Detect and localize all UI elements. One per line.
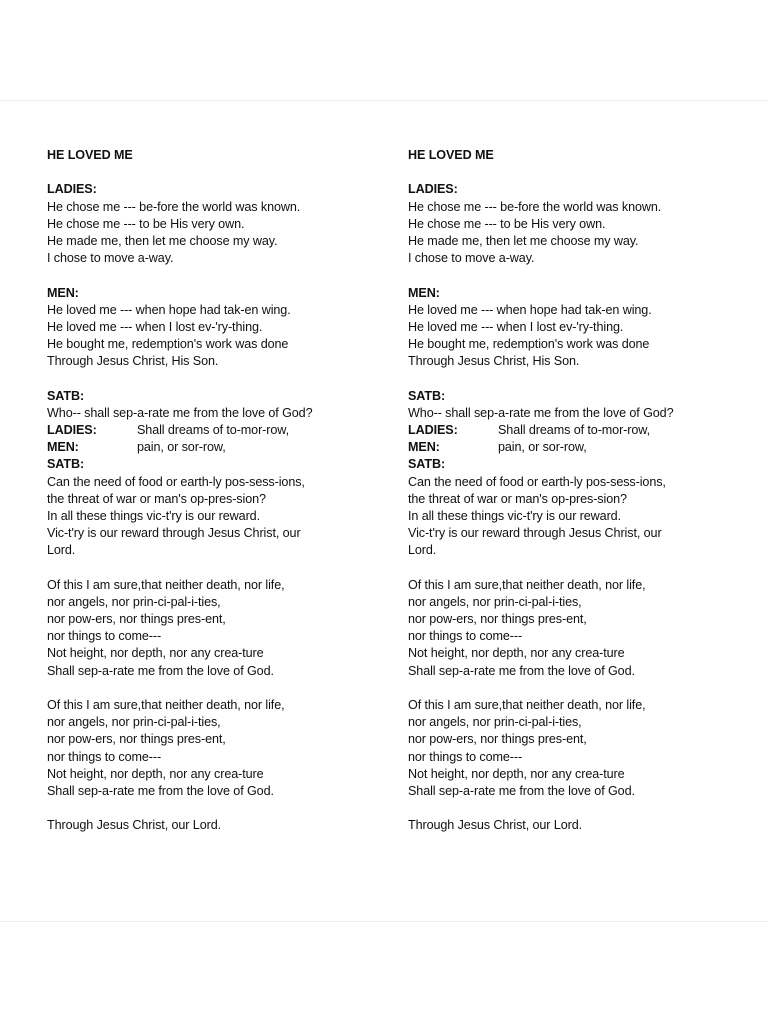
lyric-line: Shall sep-a-rate me from the love of God. [47, 783, 274, 798]
lyric-line: He loved me --- when I lost ev-'ry-thing. [47, 319, 263, 334]
lyric-line: He loved me --- when I lost ev-'ry-thing. [408, 319, 624, 334]
lyric-stanza [408, 388, 748, 560]
voice-part-heading: MEN: [408, 285, 440, 300]
lyric-line: nor angels, nor prin-ci-pal-i-ties, [408, 715, 582, 730]
song-title: HE LOVED ME [408, 148, 494, 162]
voice-part-heading: LADIES: [408, 182, 458, 197]
lyric-line: nor things to come--- [408, 629, 523, 644]
cued-lyric-line [47, 439, 387, 456]
lyric-line: Not height, nor depth, nor any crea-ture [47, 766, 264, 781]
lyric-line: Who-- shall sep-a-rate me from the love of God? [408, 405, 674, 420]
lyric-line: nor things to come--- [47, 629, 162, 644]
lyric-line: In all these things vic-t'ry is our reward. [47, 508, 260, 523]
lyric-line: Vic-t'ry is our reward through Jesus Christ, our [408, 526, 662, 541]
voice-part-heading: SATB: [47, 388, 85, 403]
lyric-line: Through Jesus Christ, His Son. [408, 354, 580, 369]
lyric-stanza [408, 817, 748, 834]
voice-part-label: MEN: [47, 440, 79, 455]
lyric-line: He loved me --- when hope had tak-en wing. [47, 302, 291, 317]
lyric-line: nor angels, nor prin-ci-pal-i-ties, [47, 594, 221, 609]
lyric-line: He chose me --- to be His very own. [47, 216, 245, 231]
lyric-text: Shall dreams of to-mor-row, [137, 423, 289, 437]
lyric-line: Through Jesus Christ, His Son. [47, 354, 219, 369]
voice-part-label: LADIES: [47, 423, 97, 437]
lyric-sheet [0, 100, 768, 922]
lyric-line: nor things to come--- [408, 749, 523, 764]
lyric-line: Of this I am sure,that neither death, nor life, [47, 577, 285, 592]
lyric-line: nor angels, nor prin-ci-pal-i-ties, [408, 594, 582, 609]
lyric-line: He chose me --- to be His very own. [408, 216, 606, 231]
lyric-text: pain, or sor-row, [137, 440, 226, 455]
voice-part-heading: LADIES: [47, 182, 97, 197]
cued-lyric-line [408, 422, 748, 439]
lyrics-column-left [47, 147, 387, 835]
lyric-line: Who-- shall sep-a-rate me from the love of God? [47, 405, 313, 420]
lyric-line: He bought me, redemption's work was done [47, 337, 289, 352]
lyric-line: Of this I am sure,that neither death, nor life, [408, 698, 646, 712]
lyric-line: Can the need of food or earth-ly pos-sess-ions, [47, 474, 305, 489]
lyric-line: Shall sep-a-rate me from the love of God. [408, 663, 635, 678]
voice-part-label: MEN: [408, 440, 440, 455]
voice-part-heading: MEN: [47, 285, 79, 300]
lyric-line: nor things to come--- [47, 749, 162, 764]
voice-part-heading: SATB: [47, 457, 85, 472]
lyric-line: nor angels, nor prin-ci-pal-i-ties, [47, 715, 221, 730]
lyric-line: Not height, nor depth, nor any crea-ture [47, 646, 264, 661]
lyric-line: I chose to move a-way. [408, 251, 535, 266]
lyric-stanza [47, 181, 387, 267]
lyrics-column-right [408, 147, 748, 835]
lyric-line: Can the need of food or earth-ly pos-sess-ions, [408, 474, 666, 489]
lyric-line: nor pow-ers, nor things pres-ent, [47, 732, 226, 747]
lyric-line: He made me, then let me choose my way. [47, 233, 278, 248]
voice-part-heading: SATB: [408, 457, 446, 472]
lyric-line: He bought me, redemption's work was done [408, 337, 650, 352]
lyric-line: nor pow-ers, nor things pres-ent, [47, 612, 226, 627]
lyric-line: He chose me --- be-fore the world was known. [408, 199, 662, 214]
lyric-line: nor pow-ers, nor things pres-ent, [408, 732, 587, 747]
voice-part-heading: SATB: [408, 388, 446, 403]
cued-lyric-line [47, 422, 387, 439]
lyric-line: Through Jesus Christ, our Lord. [47, 818, 221, 833]
lyric-stanza [47, 285, 387, 371]
lyric-line: Shall sep-a-rate me from the love of God. [47, 663, 274, 678]
lyric-stanza [408, 181, 748, 267]
lyric-line: He chose me --- be-fore the world was known. [47, 199, 301, 214]
voice-part-label: LADIES: [408, 423, 458, 437]
lyric-line: Not height, nor depth, nor any crea-ture [408, 766, 625, 781]
lyric-stanza [408, 697, 748, 800]
lyric-stanza [47, 577, 387, 680]
cued-lyric-line [408, 439, 748, 456]
lyric-line: the threat of war or man's op-pres-sion? [408, 491, 627, 506]
lyric-line: In all these things vic-t'ry is our reward. [408, 508, 621, 523]
lyric-line: Shall sep-a-rate me from the love of God. [408, 783, 635, 798]
lyric-line: He loved me --- when hope had tak-en wing. [408, 302, 652, 317]
lyric-text: Shall dreams of to-mor-row, [498, 423, 650, 437]
lyric-line: Not height, nor depth, nor any crea-ture [408, 646, 625, 661]
lyric-line: the threat of war or man's op-pres-sion? [47, 491, 266, 506]
lyric-line: Lord. [408, 543, 437, 558]
lyric-stanza [408, 285, 748, 371]
lyric-stanza [408, 577, 748, 680]
lyric-line: He made me, then let me choose my way. [408, 233, 639, 248]
lyric-stanza [47, 817, 387, 834]
lyric-line: Through Jesus Christ, our Lord. [408, 818, 582, 833]
lyric-stanza [47, 388, 387, 560]
song-title: HE LOVED ME [47, 148, 133, 162]
lyric-stanza [47, 697, 387, 800]
lyric-line: Lord. [47, 543, 76, 558]
lyric-text: pain, or sor-row, [498, 440, 587, 455]
lyric-line: Of this I am sure,that neither death, nor life, [47, 698, 285, 712]
lyric-line: nor pow-ers, nor things pres-ent, [408, 612, 587, 627]
lyric-line: Of this I am sure,that neither death, nor life, [408, 577, 646, 592]
lyric-line: Vic-t'ry is our reward through Jesus Christ, our [47, 526, 301, 541]
lyric-line: I chose to move a-way. [47, 251, 174, 266]
